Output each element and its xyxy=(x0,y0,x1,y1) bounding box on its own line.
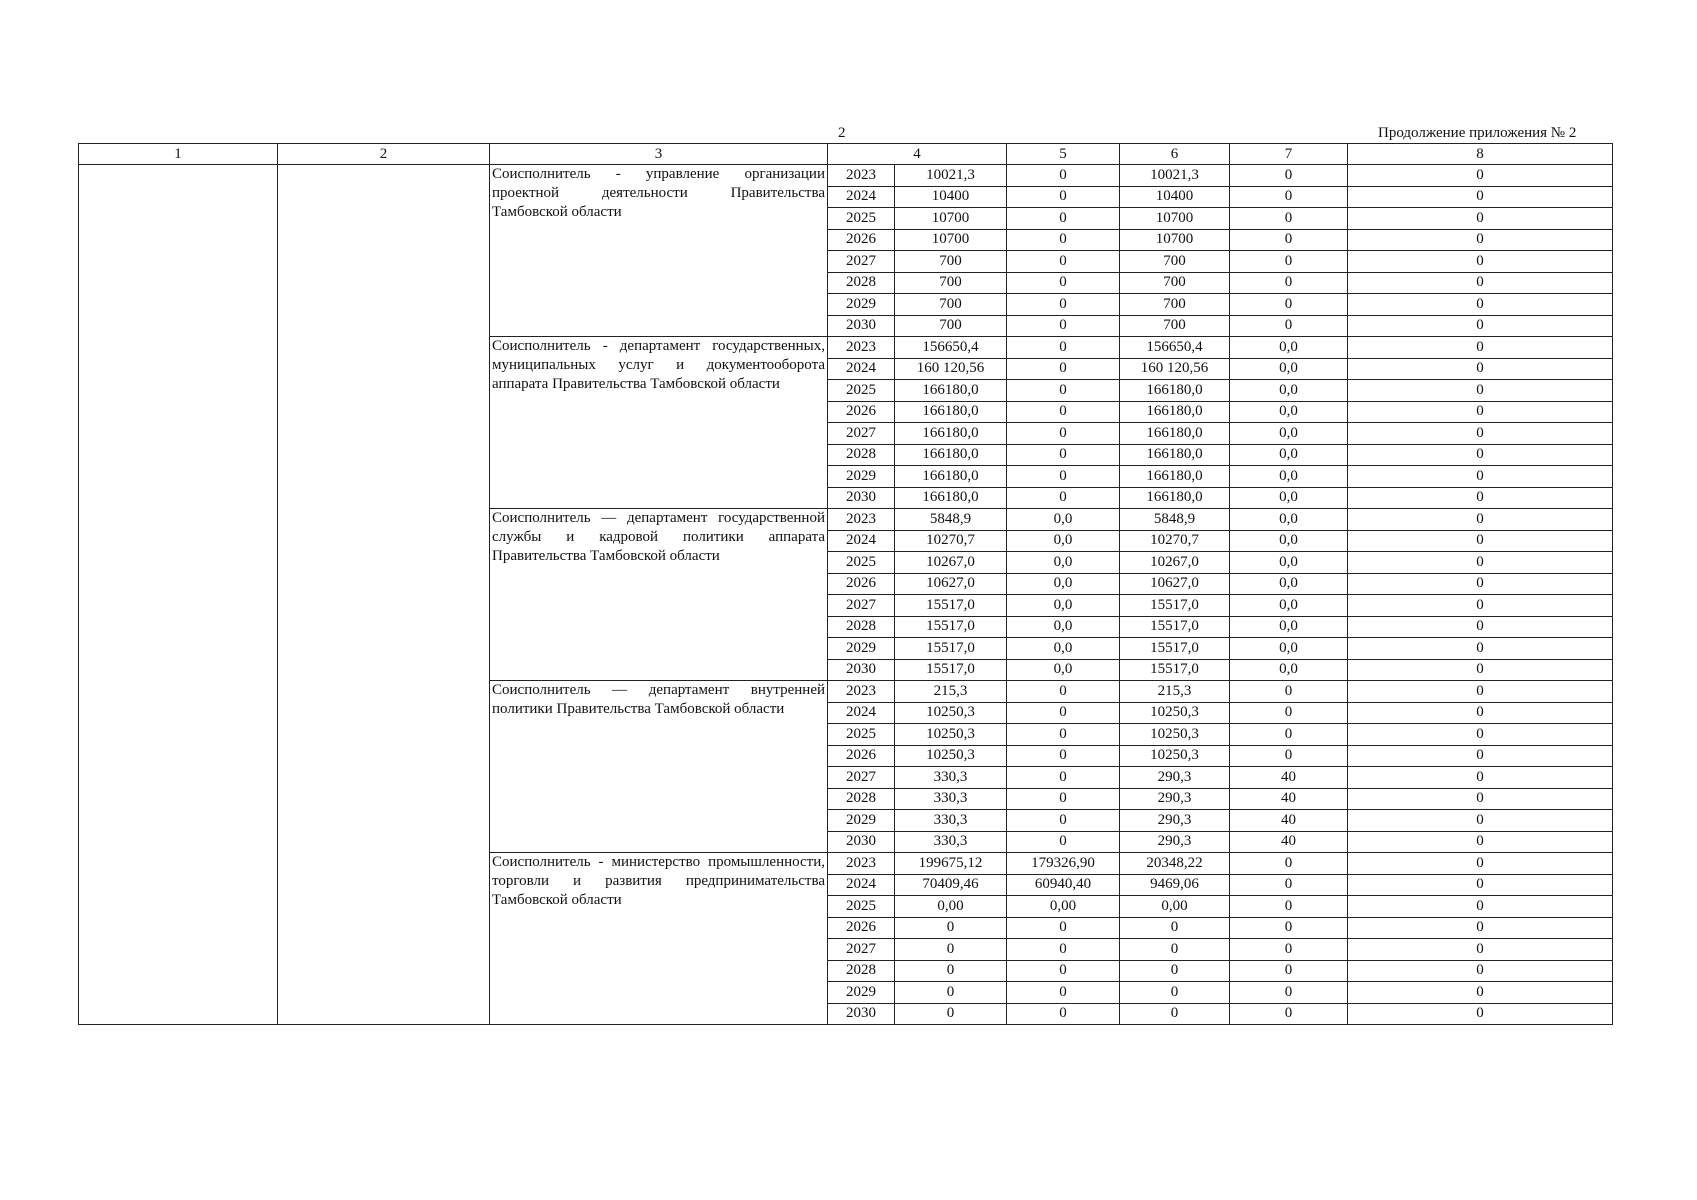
other-sources-cell: 0 xyxy=(1348,917,1613,939)
local-budget-cell: 0 xyxy=(1230,208,1348,230)
total-cell: 10700 xyxy=(895,229,1007,251)
total-cell: 160 120,56 xyxy=(895,358,1007,380)
federal-budget-cell: 0 xyxy=(1007,831,1120,853)
year-cell: 2029 xyxy=(828,982,895,1004)
local-budget-cell: 0,0 xyxy=(1230,487,1348,509)
federal-budget-cell: 0,0 xyxy=(1007,573,1120,595)
year-cell: 2024 xyxy=(828,530,895,552)
total-cell: 166180,0 xyxy=(895,466,1007,488)
other-sources-cell: 0 xyxy=(1348,251,1613,273)
year-cell: 2029 xyxy=(828,294,895,316)
year-cell: 2028 xyxy=(828,788,895,810)
regional-budget-cell: 15517,0 xyxy=(1120,659,1230,681)
year-cell: 2024 xyxy=(828,358,895,380)
total-cell: 10267,0 xyxy=(895,552,1007,574)
regional-budget-cell: 166180,0 xyxy=(1120,401,1230,423)
regional-budget-cell: 290,3 xyxy=(1120,810,1230,832)
year-cell: 2025 xyxy=(828,552,895,574)
other-sources-cell: 0 xyxy=(1348,659,1613,681)
year-cell: 2029 xyxy=(828,638,895,660)
other-sources-cell: 0 xyxy=(1348,939,1613,961)
regional-budget-cell: 160 120,56 xyxy=(1120,358,1230,380)
funding-table xyxy=(78,143,1613,1025)
year-cell: 2023 xyxy=(828,509,895,531)
local-budget-cell: 0 xyxy=(1230,702,1348,724)
other-sources-cell: 0 xyxy=(1348,702,1613,724)
other-sources-cell: 0 xyxy=(1348,831,1613,853)
co-executor-name: Соисполнитель — департамент государственной службы и кадровой политики аппарата Правительства Тамбовской области xyxy=(490,509,828,681)
year-cell: 2024 xyxy=(828,702,895,724)
other-sources-cell: 0 xyxy=(1348,788,1613,810)
header-cell-5: 5 xyxy=(1007,144,1120,165)
year-cell: 2030 xyxy=(828,1003,895,1025)
federal-budget-cell: 0 xyxy=(1007,487,1120,509)
federal-budget-cell: 0,0 xyxy=(1007,638,1120,660)
regional-budget-cell: 10700 xyxy=(1120,229,1230,251)
other-sources-cell: 0 xyxy=(1348,423,1613,445)
federal-budget-cell: 0,00 xyxy=(1007,896,1120,918)
co-executor-name: Соисполнитель — департамент внутренней политики Правительства Тамбовской области xyxy=(490,681,828,853)
regional-budget-cell: 10627,0 xyxy=(1120,573,1230,595)
year-cell: 2030 xyxy=(828,487,895,509)
local-budget-cell: 0 xyxy=(1230,917,1348,939)
other-sources-cell: 0 xyxy=(1348,745,1613,767)
federal-budget-cell: 0 xyxy=(1007,1003,1120,1025)
local-budget-cell: 0 xyxy=(1230,294,1348,316)
regional-budget-cell: 0 xyxy=(1120,960,1230,982)
other-sources-cell: 0 xyxy=(1348,595,1613,617)
federal-budget-cell: 60940,40 xyxy=(1007,874,1120,896)
federal-budget-cell: 0 xyxy=(1007,788,1120,810)
year-cell: 2027 xyxy=(828,423,895,445)
regional-budget-cell: 0 xyxy=(1120,1003,1230,1025)
year-cell: 2027 xyxy=(828,595,895,617)
year-cell: 2025 xyxy=(828,896,895,918)
regional-budget-cell: 0 xyxy=(1120,917,1230,939)
year-cell: 2024 xyxy=(828,874,895,896)
total-cell: 215,3 xyxy=(895,681,1007,703)
co-executor-name: Соисполнитель - управление организации проектной деятельности Правительства Тамбовской области xyxy=(490,165,828,337)
federal-budget-cell: 0 xyxy=(1007,208,1120,230)
federal-budget-cell: 0 xyxy=(1007,401,1120,423)
regional-budget-cell: 166180,0 xyxy=(1120,380,1230,402)
total-cell: 0 xyxy=(895,982,1007,1004)
other-sources-cell: 0 xyxy=(1348,810,1613,832)
regional-budget-cell: 15517,0 xyxy=(1120,595,1230,617)
local-budget-cell: 40 xyxy=(1230,788,1348,810)
local-budget-cell: 0 xyxy=(1230,229,1348,251)
local-budget-cell: 0,0 xyxy=(1230,444,1348,466)
total-cell: 10250,3 xyxy=(895,745,1007,767)
federal-budget-cell: 0 xyxy=(1007,702,1120,724)
federal-budget-cell: 179326,90 xyxy=(1007,853,1120,875)
local-budget-cell: 0 xyxy=(1230,896,1348,918)
total-cell: 10021,3 xyxy=(895,165,1007,187)
federal-budget-cell: 0,0 xyxy=(1007,659,1120,681)
federal-budget-cell: 0 xyxy=(1007,681,1120,703)
total-cell: 0 xyxy=(895,917,1007,939)
federal-budget-cell: 0 xyxy=(1007,917,1120,939)
year-cell: 2030 xyxy=(828,315,895,337)
local-budget-cell: 0 xyxy=(1230,1003,1348,1025)
table-body xyxy=(79,144,1613,1025)
year-cell: 2028 xyxy=(828,616,895,638)
header-cell-8: 8 xyxy=(1348,144,1613,165)
federal-budget-cell: 0 xyxy=(1007,358,1120,380)
year-cell: 2027 xyxy=(828,939,895,961)
regional-budget-cell: 166180,0 xyxy=(1120,444,1230,466)
regional-budget-cell: 156650,4 xyxy=(1120,337,1230,359)
other-sources-cell: 0 xyxy=(1348,165,1613,187)
local-budget-cell: 40 xyxy=(1230,767,1348,789)
regional-budget-cell: 166180,0 xyxy=(1120,487,1230,509)
other-sources-cell: 0 xyxy=(1348,638,1613,660)
year-cell: 2028 xyxy=(828,444,895,466)
regional-budget-cell: 10250,3 xyxy=(1120,724,1230,746)
year-cell: 2026 xyxy=(828,401,895,423)
other-sources-cell: 0 xyxy=(1348,616,1613,638)
total-cell: 10270,7 xyxy=(895,530,1007,552)
total-cell: 0 xyxy=(895,939,1007,961)
local-budget-cell: 0,0 xyxy=(1230,530,1348,552)
regional-budget-cell: 10400 xyxy=(1120,186,1230,208)
local-budget-cell: 0 xyxy=(1230,960,1348,982)
federal-budget-cell: 0 xyxy=(1007,724,1120,746)
regional-budget-cell: 700 xyxy=(1120,272,1230,294)
federal-budget-cell: 0,0 xyxy=(1007,530,1120,552)
co-executor-name: Соисполнитель - министерство промышленности, торговли и развития предпринимательства Тамбовской области xyxy=(490,853,828,1025)
year-cell: 2025 xyxy=(828,724,895,746)
other-sources-cell: 0 xyxy=(1348,960,1613,982)
regional-budget-cell: 15517,0 xyxy=(1120,638,1230,660)
year-cell: 2025 xyxy=(828,380,895,402)
header-cell-4: 4 xyxy=(828,144,1007,165)
blank-col-2 xyxy=(278,165,490,1025)
local-budget-cell: 0 xyxy=(1230,724,1348,746)
total-cell: 0 xyxy=(895,1003,1007,1025)
year-cell: 2026 xyxy=(828,229,895,251)
total-cell: 330,3 xyxy=(895,767,1007,789)
total-cell: 330,3 xyxy=(895,810,1007,832)
blank-col-1 xyxy=(79,165,278,1025)
local-budget-cell: 0,0 xyxy=(1230,638,1348,660)
regional-budget-cell: 10270,7 xyxy=(1120,530,1230,552)
other-sources-cell: 0 xyxy=(1348,466,1613,488)
local-budget-cell: 0 xyxy=(1230,165,1348,187)
total-cell: 700 xyxy=(895,294,1007,316)
federal-budget-cell: 0 xyxy=(1007,272,1120,294)
total-cell: 700 xyxy=(895,251,1007,273)
total-cell: 15517,0 xyxy=(895,616,1007,638)
regional-budget-cell: 20348,22 xyxy=(1120,853,1230,875)
total-cell: 10627,0 xyxy=(895,573,1007,595)
total-cell: 70409,46 xyxy=(895,874,1007,896)
federal-budget-cell: 0 xyxy=(1007,767,1120,789)
federal-budget-cell: 0 xyxy=(1007,165,1120,187)
header-cell-3: 3 xyxy=(490,144,828,165)
other-sources-cell: 0 xyxy=(1348,229,1613,251)
federal-budget-cell: 0 xyxy=(1007,939,1120,961)
local-budget-cell: 0 xyxy=(1230,251,1348,273)
local-budget-cell: 0,0 xyxy=(1230,659,1348,681)
total-cell: 166180,0 xyxy=(895,423,1007,445)
continuation-label: Продолжение приложения № 2 xyxy=(1378,125,1577,141)
federal-budget-cell: 0 xyxy=(1007,337,1120,359)
federal-budget-cell: 0 xyxy=(1007,294,1120,316)
header-row xyxy=(79,144,1613,165)
federal-budget-cell: 0 xyxy=(1007,466,1120,488)
local-budget-cell: 0,0 xyxy=(1230,337,1348,359)
year-cell: 2023 xyxy=(828,681,895,703)
local-budget-cell: 0 xyxy=(1230,853,1348,875)
regional-budget-cell: 10267,0 xyxy=(1120,552,1230,574)
year-cell: 2027 xyxy=(828,767,895,789)
regional-budget-cell: 15517,0 xyxy=(1120,616,1230,638)
other-sources-cell: 0 xyxy=(1348,724,1613,746)
year-cell: 2025 xyxy=(828,208,895,230)
local-budget-cell: 0 xyxy=(1230,272,1348,294)
total-cell: 166180,0 xyxy=(895,401,1007,423)
header-cell-6: 6 xyxy=(1120,144,1230,165)
header-cell-1: 1 xyxy=(79,144,278,165)
other-sources-cell: 0 xyxy=(1348,530,1613,552)
federal-budget-cell: 0 xyxy=(1007,380,1120,402)
year-cell: 2023 xyxy=(828,853,895,875)
other-sources-cell: 0 xyxy=(1348,767,1613,789)
regional-budget-cell: 9469,06 xyxy=(1120,874,1230,896)
regional-budget-cell: 0 xyxy=(1120,982,1230,1004)
local-budget-cell: 0 xyxy=(1230,681,1348,703)
other-sources-cell: 0 xyxy=(1348,401,1613,423)
regional-budget-cell: 10700 xyxy=(1120,208,1230,230)
other-sources-cell: 0 xyxy=(1348,294,1613,316)
year-cell: 2026 xyxy=(828,573,895,595)
regional-budget-cell: 215,3 xyxy=(1120,681,1230,703)
federal-budget-cell: 0,0 xyxy=(1007,509,1120,531)
other-sources-cell: 0 xyxy=(1348,1003,1613,1025)
federal-budget-cell: 0 xyxy=(1007,229,1120,251)
federal-budget-cell: 0,0 xyxy=(1007,595,1120,617)
year-cell: 2023 xyxy=(828,165,895,187)
federal-budget-cell: 0 xyxy=(1007,251,1120,273)
federal-budget-cell: 0 xyxy=(1007,444,1120,466)
regional-budget-cell: 5848,9 xyxy=(1120,509,1230,531)
other-sources-cell: 0 xyxy=(1348,874,1613,896)
regional-budget-cell: 700 xyxy=(1120,251,1230,273)
other-sources-cell: 0 xyxy=(1348,186,1613,208)
regional-budget-cell: 700 xyxy=(1120,294,1230,316)
co-executor-name: Соисполнитель - департамент государственных, муниципальных услуг и документооборота аппарата Правительства Тамбовской области xyxy=(490,337,828,509)
total-cell: 10700 xyxy=(895,208,1007,230)
other-sources-cell: 0 xyxy=(1348,573,1613,595)
other-sources-cell: 0 xyxy=(1348,853,1613,875)
other-sources-cell: 0 xyxy=(1348,896,1613,918)
regional-budget-cell: 290,3 xyxy=(1120,831,1230,853)
other-sources-cell: 0 xyxy=(1348,681,1613,703)
other-sources-cell: 0 xyxy=(1348,315,1613,337)
total-cell: 0,00 xyxy=(895,896,1007,918)
total-cell: 330,3 xyxy=(895,788,1007,810)
total-cell: 199675,12 xyxy=(895,853,1007,875)
regional-budget-cell: 10250,3 xyxy=(1120,702,1230,724)
local-budget-cell: 0,0 xyxy=(1230,595,1348,617)
page-number: 2 xyxy=(838,125,846,141)
other-sources-cell: 0 xyxy=(1348,487,1613,509)
other-sources-cell: 0 xyxy=(1348,358,1613,380)
total-cell: 10400 xyxy=(895,186,1007,208)
local-budget-cell: 0,0 xyxy=(1230,573,1348,595)
year-cell: 2023 xyxy=(828,337,895,359)
total-cell: 10250,3 xyxy=(895,702,1007,724)
local-budget-cell: 0 xyxy=(1230,982,1348,1004)
year-cell: 2024 xyxy=(828,186,895,208)
other-sources-cell: 0 xyxy=(1348,337,1613,359)
federal-budget-cell: 0 xyxy=(1007,960,1120,982)
other-sources-cell: 0 xyxy=(1348,552,1613,574)
year-cell: 2028 xyxy=(828,272,895,294)
table-row xyxy=(79,165,1613,187)
federal-budget-cell: 0 xyxy=(1007,810,1120,832)
other-sources-cell: 0 xyxy=(1348,208,1613,230)
header-cell-7: 7 xyxy=(1230,144,1348,165)
regional-budget-cell: 166180,0 xyxy=(1120,423,1230,445)
local-budget-cell: 40 xyxy=(1230,831,1348,853)
header-cell-2: 2 xyxy=(278,144,490,165)
year-cell: 2030 xyxy=(828,831,895,853)
local-budget-cell: 0,0 xyxy=(1230,466,1348,488)
regional-budget-cell: 10250,3 xyxy=(1120,745,1230,767)
federal-budget-cell: 0 xyxy=(1007,745,1120,767)
local-budget-cell: 0 xyxy=(1230,315,1348,337)
local-budget-cell: 0 xyxy=(1230,874,1348,896)
total-cell: 330,3 xyxy=(895,831,1007,853)
regional-budget-cell: 166180,0 xyxy=(1120,466,1230,488)
local-budget-cell: 0,0 xyxy=(1230,552,1348,574)
year-cell: 2029 xyxy=(828,810,895,832)
total-cell: 166180,0 xyxy=(895,380,1007,402)
regional-budget-cell: 0,00 xyxy=(1120,896,1230,918)
year-cell: 2028 xyxy=(828,960,895,982)
local-budget-cell: 0,0 xyxy=(1230,616,1348,638)
total-cell: 700 xyxy=(895,315,1007,337)
total-cell: 15517,0 xyxy=(895,595,1007,617)
federal-budget-cell: 0,0 xyxy=(1007,616,1120,638)
total-cell: 5848,9 xyxy=(895,509,1007,531)
total-cell: 10250,3 xyxy=(895,724,1007,746)
total-cell: 700 xyxy=(895,272,1007,294)
regional-budget-cell: 700 xyxy=(1120,315,1230,337)
other-sources-cell: 0 xyxy=(1348,509,1613,531)
local-budget-cell: 0,0 xyxy=(1230,401,1348,423)
regional-budget-cell: 290,3 xyxy=(1120,767,1230,789)
local-budget-cell: 0 xyxy=(1230,186,1348,208)
local-budget-cell: 40 xyxy=(1230,810,1348,832)
federal-budget-cell: 0 xyxy=(1007,186,1120,208)
federal-budget-cell: 0 xyxy=(1007,423,1120,445)
local-budget-cell: 0 xyxy=(1230,745,1348,767)
other-sources-cell: 0 xyxy=(1348,982,1613,1004)
total-cell: 15517,0 xyxy=(895,638,1007,660)
year-cell: 2030 xyxy=(828,659,895,681)
federal-budget-cell: 0 xyxy=(1007,315,1120,337)
local-budget-cell: 0,0 xyxy=(1230,423,1348,445)
local-budget-cell: 0,0 xyxy=(1230,380,1348,402)
total-cell: 166180,0 xyxy=(895,487,1007,509)
local-budget-cell: 0,0 xyxy=(1230,509,1348,531)
total-cell: 0 xyxy=(895,960,1007,982)
regional-budget-cell: 290,3 xyxy=(1120,788,1230,810)
year-cell: 2026 xyxy=(828,917,895,939)
total-cell: 15517,0 xyxy=(895,659,1007,681)
regional-budget-cell: 0 xyxy=(1120,939,1230,961)
local-budget-cell: 0 xyxy=(1230,939,1348,961)
total-cell: 156650,4 xyxy=(895,337,1007,359)
other-sources-cell: 0 xyxy=(1348,380,1613,402)
year-cell: 2029 xyxy=(828,466,895,488)
other-sources-cell: 0 xyxy=(1348,444,1613,466)
other-sources-cell: 0 xyxy=(1348,272,1613,294)
federal-budget-cell: 0,0 xyxy=(1007,552,1120,574)
total-cell: 166180,0 xyxy=(895,444,1007,466)
federal-budget-cell: 0 xyxy=(1007,982,1120,1004)
year-cell: 2026 xyxy=(828,745,895,767)
year-cell: 2027 xyxy=(828,251,895,273)
local-budget-cell: 0,0 xyxy=(1230,358,1348,380)
regional-budget-cell: 10021,3 xyxy=(1120,165,1230,187)
